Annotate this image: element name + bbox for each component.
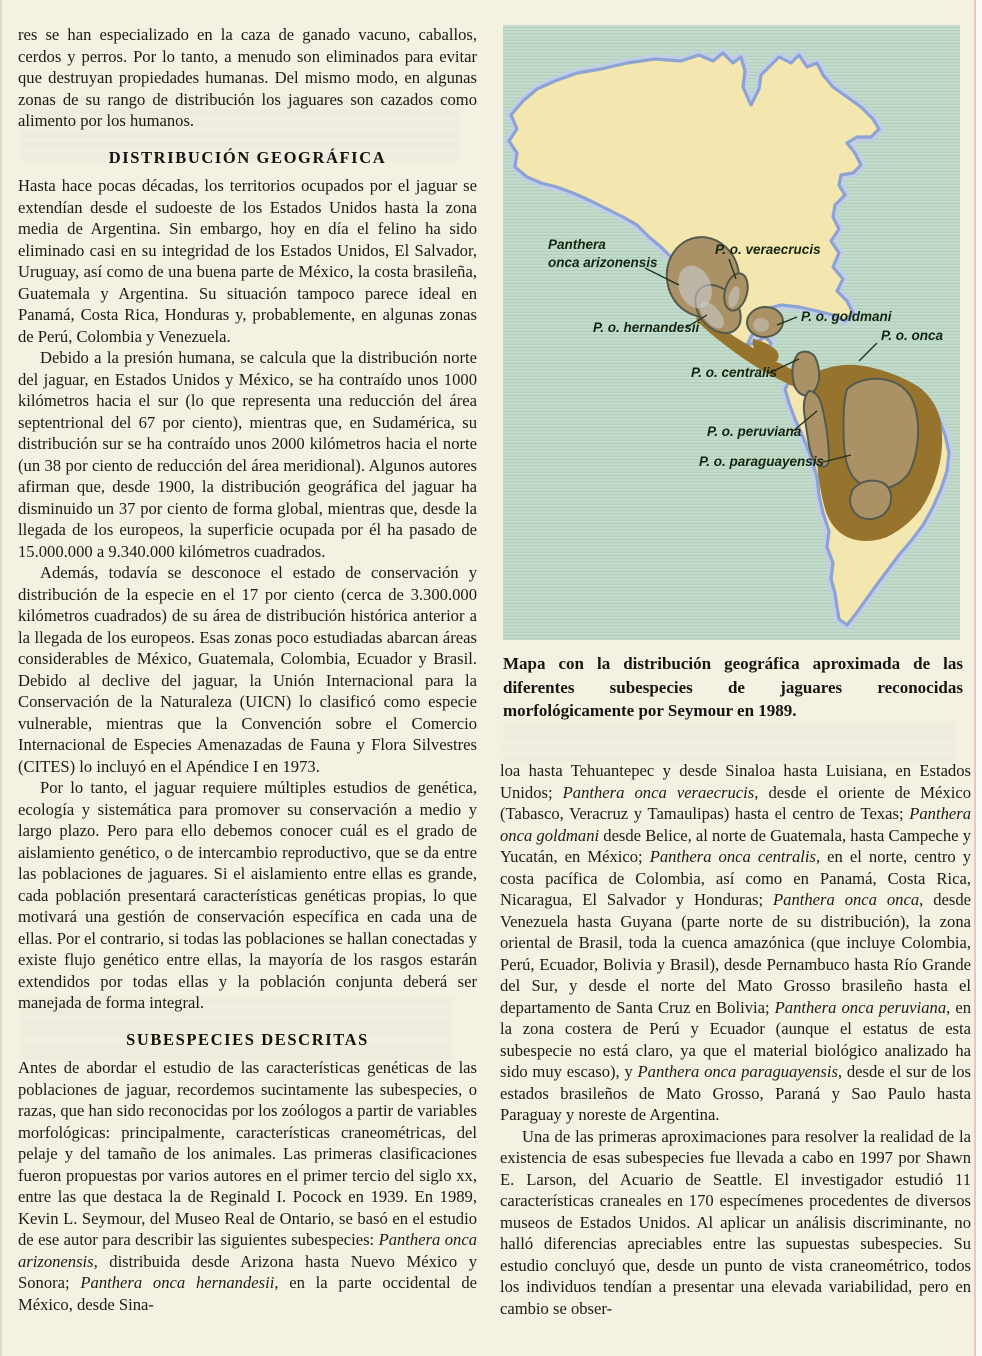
scan-right-edge bbox=[974, 0, 982, 1356]
section-heading: DISTRIBUCIÓN GEOGRÁFICA bbox=[108, 147, 387, 167]
text-run: Hasta hace pocas décadas, los territorios ocupados por el jaguar se extendían desde el sudoeste de los Estados Unidos hasta la zona media de Argentina. Sin embargo, hoy en día el felino ha sido eliminado casi en su integridad de los Estados Unidos, El Salvador, Uruguay, así como de una buena parte de México, la costa brasileña, Guatemala y Argentina. Su situación tampoco parece ideal en Panamá, Costa Rica, Honduras y, probablemente, en algunas zonas de Perú, Colombia y Venezuela. bbox=[18, 176, 477, 346]
range-centralis bbox=[792, 352, 819, 396]
paragraph bbox=[18, 562, 477, 777]
label-arizonensis-line2: onca arizonensis bbox=[548, 255, 658, 270]
range-paraguayensis bbox=[850, 481, 891, 519]
text-run: loa hasta Tehuantepec y desde Sinaloa hasta Luisiana, en Estados Unidos; bbox=[500, 761, 971, 802]
paragraph bbox=[18, 347, 477, 562]
label-peruviana: P. o. peruviana bbox=[707, 424, 802, 439]
label-onca: P. o. onca bbox=[881, 328, 944, 343]
italic-species-name: Panthera onca arizonensis bbox=[18, 1230, 477, 1271]
paragraph bbox=[500, 1126, 971, 1320]
italic-species-name: Panthera onca peruviana bbox=[774, 997, 947, 1017]
label-goldmani: P. o. goldmani bbox=[801, 309, 892, 324]
italic-species-name: Panthera onca centralis bbox=[649, 847, 816, 866]
range-highlight bbox=[753, 318, 769, 332]
text-run: con la distribución geográfica aproximada de las diferentes subespecies de jaguares reconocidas morfológicamente por Seymour en 1989. bbox=[503, 654, 963, 720]
paragraph bbox=[500, 760, 971, 1126]
italic-species-name: Panthera onca onca bbox=[773, 890, 920, 909]
text-run: res se han especializado en la caza de ganado vacuno, caballos, cerdos y perros. Por lo tanto, a menudo son eliminados para evitar que destruyan propiedades humanas. Del mismo modo, en algunas zonas de su rango de distribución los jaguares son cazados como alimento por los humanos. bbox=[18, 25, 477, 130]
text-run: Debido a la presión humana, se calcula que la distribución norte del jaguar, en Estados Unidos y México, se ha contraído unos 1000 kilómetros hacia el sur (lo que representa una reducción del área septentrional del 67 por ciento), mientras que, en Sudamérica, su distribución sur se ha contraído unos 2000 kilómetros hacia el norte (un 38 por ciento de reducción del área meridional). Algunos autores afirman que, desde 1900, la distribución geográfica del jaguar ha disminuido un 37 por ciento de forma global, mientras que, desde la llegada de los europeos, la superficie ocupada por él ha pasado de 15.000.000 a 9.340.000 kilómetros cuadrados. bbox=[18, 348, 477, 561]
label-paraguayensis: P. o. paraguayensis bbox=[699, 454, 825, 469]
paragraph bbox=[18, 24, 477, 132]
text-run: , desde Venezuela hasta Guyana (parte norte de su distribución), la zona oriental de Brasil, toda la cuenca amazónica (que incluye Colombia, Perú, Ecuador, Bolivia y Brasil), desde Pernambuco hasta Río Grande del Sur, y desde el norte del Mato Grosso brasileño hasta el departamento de Santa Cruz en Bolivia; bbox=[500, 890, 971, 1017]
distribution-map bbox=[503, 25, 960, 640]
paragraph bbox=[18, 777, 477, 1014]
label-hernandesii: P. o. hernandesii bbox=[593, 320, 700, 335]
text-run: , en el norte, centro y costa pacífica de Colombia, así como en Panamá, Costa Rica, Nicaragua, El Salvador y Honduras; bbox=[500, 847, 972, 909]
text-run: , desde el oriente de México (Tabasco, Veracruz y Tamaulipas) hasta el centro de Texas; bbox=[500, 782, 971, 823]
text-run: Una de las primeras aproximaciones para resolver la realidad de la existencia de esas subespecies fue llevada a cabo en 1997 por Shawn E. Larson, del Acuario de Seattle. El investigador estudió 11 características craneales en 170 especímenes procedentes de diversos museos de Estados Unidos. Al aplicar un análisis discriminante, no halló diferencias apreciables entre las supuestas subespecies. Su estudio concluyó que, desde un punto de vista craneométrico, todos los individuos tendían a presentar una elevada variabilidad, pero en cambio se obser- bbox=[500, 1126, 971, 1318]
bleed-through-artifact bbox=[504, 724, 956, 764]
right-text-column bbox=[500, 760, 971, 1319]
text-run: , en la zona costera de Perú y Ecuador (aunque el estatus de esta subespecie no está claro, ya que el material biológico analizado ha sido muy escaso), y bbox=[500, 997, 972, 1081]
italic-species-name: Panthera onca veraecrucis bbox=[562, 782, 755, 802]
scan-left-edge bbox=[0, 0, 3, 1356]
paragraph bbox=[18, 175, 477, 347]
text-run: Antes de abordar el estudio de las características genéticas de las poblaciones de jaguar, recordemos sucintamente las subespecies, o razas, que han sido reconocidas por los zoólogos a partir de variables morfológicas: principalmente, características craneométricas, del pelaje y del tamaño de los animales. Las primeras clasificaciones fueron propuestas por varios autores en el primer tercio del siglo xx, entre las que destaca la de Reginald I. Pocock en 1939. En 1989, Kevin L. Seymour, del Museo Real de Ontario, se basó en el estudio de ese autor para describir las siguientes subespecies: bbox=[18, 1058, 477, 1249]
italic-species-name: Panthera onca paraguayensis bbox=[637, 1062, 838, 1081]
left-text-column bbox=[18, 24, 477, 1315]
text-run: , desde el sur de los estados brasileños de Mato Grosso, Paraná y Sao Paulo hasta Paraguay y noreste de Argentina. bbox=[500, 1062, 971, 1124]
label-centralis: P. o. centralis bbox=[691, 365, 778, 380]
text-run: Además, todavía se desconoce el estado de conservación y distribución de la especie en el 17 por ciento (cerca de 3.300.000 kilómetros cuadrados) de su área de distribución histórica anterior a la llegada de los europeos. Esas zonas poco estudiadas abarcan áreas considerables de México, Guatemala, Colombia, Ecuador y Brasil. Debido al declive del jaguar, la Unión Internacional para la Conservación de la Naturaleza (UICN) lo clasificó como especie vulnerable, mientras que la Convención sobre el Comercio Internacional de Especies Amenazadas de Fauna y Flora Silvestres (CITES) lo incluyó en el Apéndice I en 1973. bbox=[18, 563, 477, 776]
section-heading: SUBESPECIES DESCRITAS bbox=[126, 1029, 369, 1049]
italic-species-name: Panthera onca hernandesii bbox=[80, 1273, 275, 1292]
label-arizonensis-line1: Panthera bbox=[548, 237, 606, 252]
map-figure bbox=[503, 25, 960, 640]
map-caption bbox=[503, 652, 963, 723]
text-run: Mapa bbox=[503, 654, 546, 673]
range-onca bbox=[844, 379, 919, 489]
text-run: Por lo tanto, el jaguar requiere múltiples estudios de genética, ecología y sistemática para promover su conservación a medio y largo plazo. Pero para ello debemos conocer cuál es el grado de aislamiento genético, o de intercambio reproductivo, que se da entre las poblaciones de jaguares. Si el aislamiento entre ellas es grande, cada población presentará características genéticas propias, lo que motivará una gestión de conservación específica en cada una de ellas. Por el contrario, si todas las poblaciones se hallan conectadas y existe flujo genético entre ellas, la mayoría de los rasgos estarán extendidos por todas ellas y la población conjunta deberá ser manejada de forma integral. bbox=[18, 778, 477, 1012]
paragraph bbox=[18, 1057, 477, 1315]
label-veraecrucis: P. o. veraecrucis bbox=[715, 242, 821, 257]
text-run: desde Belice, al norte de Guatemala, hasta Campeche y Yucatán, en México; bbox=[500, 825, 971, 866]
text-run: , en la parte occidental de México, desde Sina- bbox=[18, 1273, 477, 1314]
italic-species-name: Panthera onca goldmani bbox=[500, 804, 971, 845]
text-run: , distribuida desde Arizona hasta Nuevo México y Sonora; bbox=[18, 1251, 477, 1292]
